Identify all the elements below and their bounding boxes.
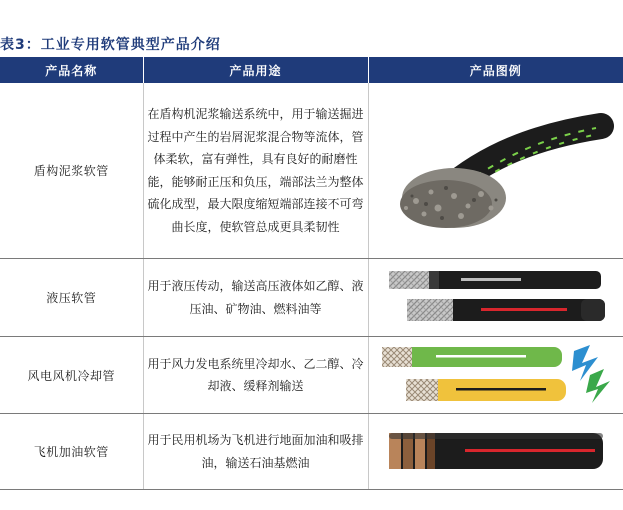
product-use: 用于风力发电系统里冷却水、乙二醇、冷却液、缓释剂输送 — [143, 337, 368, 414]
header-product-name: 产品名称 — [0, 57, 143, 83]
aircraft-fuel-hose-image — [368, 414, 623, 490]
product-name: 飞机加油软管 — [0, 414, 143, 490]
table-row — [0, 414, 623, 490]
header-product-image: 产品图例 — [368, 57, 623, 83]
product-use: 在盾构机泥浆输送系统中，用于输送掘进过程中产生的岩屑泥浆混合物等流体，管体柔软，富有弹性，具有良好的耐磨性能，能够耐正压和负压，端部法兰为整体硫化成型，最大限度缩短端部连接不可弯曲长度，使软管总成更具柔韧性 — [143, 83, 368, 259]
table-row — [0, 337, 623, 414]
product-name: 风电风机冷却管 — [0, 337, 143, 414]
header-product-use: 产品用途 — [143, 57, 368, 83]
slurry-hose-image — [368, 83, 623, 259]
product-use: 用于民用机场为飞机进行地面加油和吸排油，输送石油基燃油 — [143, 414, 368, 490]
header-row — [0, 57, 623, 83]
product-table — [0, 57, 623, 490]
table-row — [0, 259, 623, 337]
table-title: 表3：工业专用软管典型产品介绍 — [0, 37, 221, 53]
product-use: 用于液压传动，输送高压液体如乙醇、液压油、矿物油、燃料油等 — [143, 259, 368, 337]
table-row — [0, 83, 623, 259]
product-name: 液压软管 — [0, 259, 143, 337]
wind-cooling-hose-image — [368, 337, 623, 414]
hydraulic-hose-image — [368, 259, 623, 337]
product-name: 盾构泥浆软管 — [0, 83, 143, 259]
